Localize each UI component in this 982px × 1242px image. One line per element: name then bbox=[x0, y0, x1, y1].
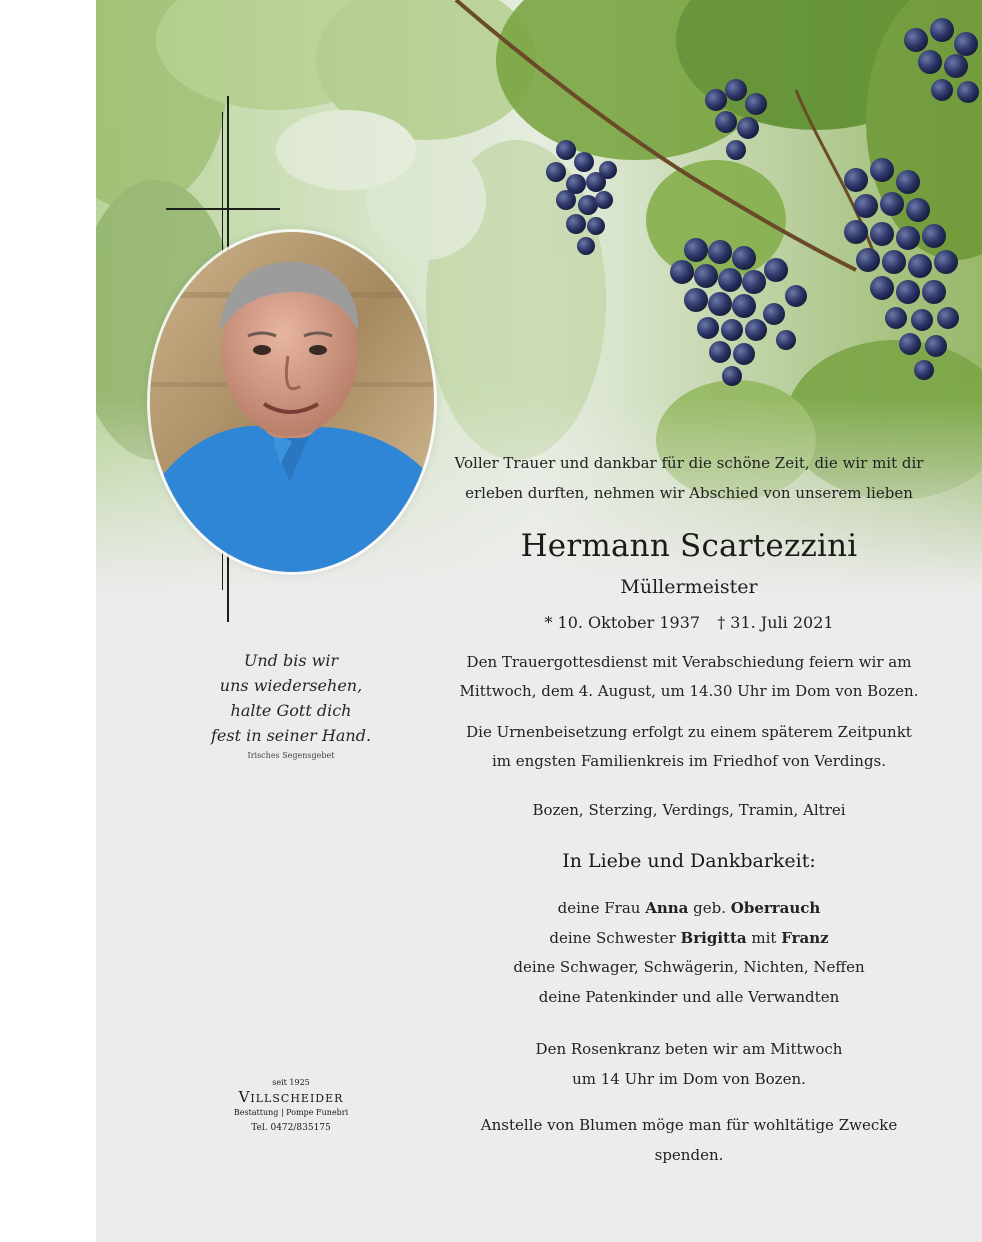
mourners-list bbox=[446, 894, 932, 1012]
mourner-line-relatives: deine Schwager, Schwägerin, Nichten, Neffen bbox=[513, 958, 865, 976]
quote-line: fest in seiner Hand. bbox=[210, 726, 372, 745]
mourner-name: Oberrauch bbox=[730, 899, 821, 917]
service-line: Mittwoch, dem 4. August, um 14.30 Uhr im Dom von Bozen. bbox=[459, 682, 919, 700]
quote-block bbox=[191, 648, 391, 762]
service-line: Den Trauergottesdienst mit Verabschiedung feiern wir am bbox=[466, 653, 912, 671]
donation-note: Anstelle von Blumen möge man für wohltätige Zwecke spenden. bbox=[480, 1116, 898, 1164]
rosary-line: um 14 Uhr im Dom von Bozen. bbox=[572, 1070, 806, 1088]
portrait-photo bbox=[150, 232, 434, 572]
deceased-name: Hermann Scartezzini bbox=[520, 528, 858, 564]
urn-line: Die Urnenbeisetzung erfolgt zu einem späterem Zeitpunkt bbox=[466, 723, 912, 741]
life-dates bbox=[446, 608, 932, 638]
quote-line: halte Gott dich bbox=[230, 701, 352, 720]
service-info bbox=[446, 648, 932, 706]
deceased-occupation: Müllermeister bbox=[620, 576, 758, 598]
mourner-text: mit bbox=[746, 928, 782, 947]
funeral-home-since: seit 1925 bbox=[272, 1078, 310, 1087]
intro-text bbox=[446, 448, 932, 508]
urn-burial-info bbox=[446, 718, 932, 776]
funeral-home-subtitle: Bestattung | Pompe Funebri bbox=[233, 1108, 349, 1117]
mourner-name: Anna bbox=[645, 899, 689, 917]
death-date: † 31. Juli 2021 bbox=[717, 613, 834, 632]
funeral-home-logo bbox=[206, 1078, 376, 1137]
rosary-info bbox=[446, 1034, 932, 1094]
mourner-text: geb. bbox=[688, 899, 731, 917]
quote-line: uns wiedersehen, bbox=[219, 676, 363, 695]
intro-line: Voller Trauer und dankbar für die schöne Zeit, die wir mit dir bbox=[454, 454, 924, 472]
mourner-line-sister bbox=[446, 924, 932, 954]
mourner-line-wife bbox=[446, 894, 932, 924]
cross-horizontal-line bbox=[166, 208, 280, 210]
mourners-heading: In Liebe und Dankbarkeit: bbox=[562, 850, 816, 872]
intro-line: erleben durften, nehmen wir Abschied von unserem lieben bbox=[465, 484, 913, 502]
mourner-text: deine Schwester bbox=[549, 928, 681, 947]
mourner-text: deine Frau bbox=[557, 899, 646, 917]
obituary-card bbox=[96, 0, 982, 1242]
mourner-line-godchildren: deine Patenkinder und alle Verwandten bbox=[538, 987, 840, 1006]
urn-line: im engsten Familienkreis im Friedhof von Verdings. bbox=[491, 752, 887, 770]
funeral-home-phone: Tel. 0472/835175 bbox=[251, 1123, 331, 1133]
mourner-name: Brigitta bbox=[680, 928, 747, 947]
birth-date: * 10. Oktober 1937 bbox=[544, 613, 701, 632]
mourner-name: Franz bbox=[781, 928, 829, 947]
rosary-line: Den Rosenkranz beten wir am Mittwoch bbox=[535, 1040, 843, 1058]
quote-source: Irisches Segensgebet bbox=[247, 751, 335, 760]
quote-line: Und bis wir bbox=[243, 651, 339, 670]
places-list: Bozen, Sterzing, Verdings, Tramin, Altrei bbox=[532, 801, 846, 819]
funeral-home-name: Villscheider bbox=[238, 1088, 344, 1106]
